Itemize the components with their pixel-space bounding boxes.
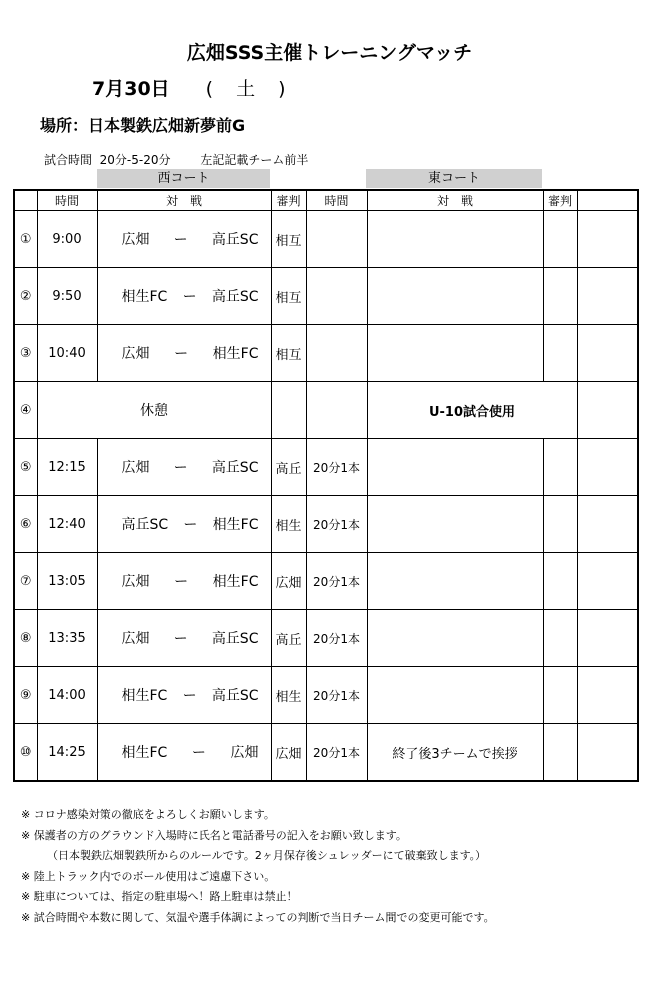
home-team: 広畑 <box>121 460 150 476</box>
row-time: 14:00 <box>37 667 97 724</box>
row-referee-east <box>543 325 577 382</box>
event-date <box>92 74 288 101</box>
row-blank <box>577 553 638 610</box>
row-time-east <box>306 211 367 268</box>
row-match-east <box>367 610 543 667</box>
home-team: 相生FC <box>121 289 168 305</box>
row-time-east: 20分1本 <box>306 610 367 667</box>
header-blank <box>577 190 638 211</box>
east-court-label: 東コート <box>366 169 542 188</box>
header-time: 時間 <box>37 190 97 211</box>
row-number: ① <box>14 211 37 268</box>
match-time-note: 左記記載チーム前半 <box>200 153 309 167</box>
note-item: ※ 保護者の方のグラウンド入場時に氏名と電話番号の記入をお願い致します。 <box>21 828 407 842</box>
row-time: 9:50 <box>37 268 97 325</box>
notes-section <box>21 805 495 928</box>
row-referee-east <box>543 268 577 325</box>
header-match: 対 戦 <box>97 190 271 211</box>
vs-dash: ー <box>173 232 188 248</box>
match-time-label: 試合時間 <box>44 153 93 167</box>
row-match-east <box>367 325 543 382</box>
row-time: 13:35 <box>37 610 97 667</box>
west-court-label: 西コート <box>97 169 270 188</box>
table-row <box>14 439 638 496</box>
row-match <box>97 268 271 325</box>
row-time: 13:05 <box>37 553 97 610</box>
row-referee: 相生 <box>271 496 306 553</box>
row-time-east: 20分1本 <box>306 724 367 782</box>
away-team: 高丘SC <box>211 688 259 704</box>
row-referee-east <box>543 724 577 782</box>
note-item: ※ 駐車については、指定の駐車場へ！路上駐車は禁止！ <box>21 890 298 903</box>
row-blank <box>577 496 638 553</box>
row-time: 12:15 <box>37 439 97 496</box>
table-row <box>14 268 638 325</box>
row-number: ⑩ <box>14 724 37 782</box>
row-number: ⑦ <box>14 553 37 610</box>
table-row <box>14 610 638 667</box>
home-team: 広畑 <box>121 346 150 362</box>
date-weekday: ( 土 ) <box>205 78 288 100</box>
row-time-east <box>306 325 367 382</box>
note-item: ※ 陸上トラック内でのボール使用はご遠慮下さい。 <box>21 869 276 883</box>
vs-dash: ー <box>191 745 206 761</box>
header-match-east: 対 戦 <box>367 190 543 211</box>
row-number: ⑨ <box>14 667 37 724</box>
break-label: 休憩 <box>37 382 271 439</box>
table-row <box>14 667 638 724</box>
row-referee-east <box>543 553 577 610</box>
row-time-east: 20分1本 <box>306 667 367 724</box>
row-referee <box>271 382 306 439</box>
header-referee-east: 審判 <box>543 190 577 211</box>
row-time-east: 20分1本 <box>306 553 367 610</box>
row-referee: 高丘 <box>271 610 306 667</box>
row-match <box>97 211 271 268</box>
table-row <box>14 211 638 268</box>
row-number: ③ <box>14 325 37 382</box>
table-row-break <box>14 382 638 439</box>
away-team: 高丘SC <box>211 289 259 305</box>
note-item: ※ 試合時間や本数に関して、気温や選手体調によっての判断で当日チーム間での変更可能です。 <box>21 910 495 924</box>
note-item: ※ コロナ感染対策の徹底をよろしくお願いします。 <box>21 808 275 821</box>
row-referee: 広畑 <box>271 553 306 610</box>
row-time: 12:40 <box>37 496 97 553</box>
header-num <box>14 190 37 211</box>
row-time: 9:00 <box>37 211 97 268</box>
vs-dash: ー <box>174 346 189 362</box>
row-time: 14:25 <box>37 724 97 782</box>
table-row <box>14 325 638 382</box>
table-row <box>14 553 638 610</box>
row-blank <box>577 268 638 325</box>
row-number: ④ <box>14 382 37 439</box>
row-match-east <box>367 211 543 268</box>
vs-dash: ー <box>183 517 198 533</box>
home-team: 広畑 <box>121 631 150 647</box>
away-team: 広畑 <box>230 745 259 761</box>
row-referee: 広畑 <box>271 724 306 782</box>
away-team: 高丘SC <box>211 232 259 248</box>
row-referee-east <box>543 211 577 268</box>
home-team: 広畑 <box>121 574 150 590</box>
schedule-table <box>13 189 639 782</box>
away-team: 相生FC <box>212 346 259 362</box>
venue: 場所：日本製鉄広畑新夢前G <box>40 116 246 135</box>
row-blank <box>577 211 638 268</box>
row-referee-east <box>543 667 577 724</box>
row-referee: 相互 <box>271 268 306 325</box>
note-item: （日本製鉄広畑製鉄所からのルールです。2ヶ月保存後シュレッダーにて破棄致します。） <box>47 849 487 862</box>
row-blank <box>577 439 638 496</box>
row-time-east <box>306 268 367 325</box>
row-blank <box>577 667 638 724</box>
row-number: ⑥ <box>14 496 37 553</box>
row-match <box>97 724 271 782</box>
row-match-east <box>367 553 543 610</box>
row-referee-east <box>543 439 577 496</box>
row-match-east <box>367 439 543 496</box>
match-time-value: 20分-5-20分 <box>99 153 171 167</box>
home-team: 相生FC <box>121 688 168 704</box>
row-match <box>97 553 271 610</box>
row-blank <box>577 382 638 439</box>
vs-dash: ー <box>182 688 197 704</box>
row-referee: 相生 <box>271 667 306 724</box>
east-court-u10-note: U-10試合使用 <box>367 382 577 439</box>
row-match-east <box>367 268 543 325</box>
row-referee: 相互 <box>271 325 306 382</box>
away-team: 相生FC <box>212 517 259 533</box>
row-number: ⑤ <box>14 439 37 496</box>
vs-dash: ー <box>174 574 189 590</box>
date-day: 7月30日 <box>92 78 170 100</box>
row-time: 10:40 <box>37 325 97 382</box>
match-time-info <box>44 151 308 168</box>
away-team: 高丘SC <box>211 631 259 647</box>
row-blank <box>577 325 638 382</box>
row-match <box>97 325 271 382</box>
home-team: 相生FC <box>121 745 168 761</box>
vs-dash: ー <box>173 631 188 647</box>
row-referee-east <box>543 610 577 667</box>
row-referee: 高丘 <box>271 439 306 496</box>
header-time-east: 時間 <box>306 190 367 211</box>
away-team: 相生FC <box>212 574 259 590</box>
row-referee-east <box>543 496 577 553</box>
row-match-east <box>367 667 543 724</box>
row-match-east <box>367 496 543 553</box>
table-header-row <box>14 190 638 211</box>
home-team: 広畑 <box>121 232 150 248</box>
row-time-east: 20分1本 <box>306 439 367 496</box>
row-match <box>97 667 271 724</box>
table-row <box>14 724 638 782</box>
row-time-east: 20分1本 <box>306 496 367 553</box>
row-match-east: 終了後3チームで挨拶 <box>367 724 543 782</box>
away-team: 高丘SC <box>211 460 259 476</box>
page-title: 広畑SSS主催トレーニングマッチ <box>186 42 473 64</box>
row-number: ⑧ <box>14 610 37 667</box>
header-referee: 審判 <box>271 190 306 211</box>
row-time-east <box>306 382 367 439</box>
home-team: 高丘SC <box>121 517 169 533</box>
row-blank <box>577 610 638 667</box>
row-match <box>97 439 271 496</box>
vs-dash: ー <box>173 460 188 476</box>
vs-dash: ー <box>182 289 197 305</box>
row-number: ② <box>14 268 37 325</box>
row-match <box>97 496 271 553</box>
table-row <box>14 496 638 553</box>
row-match <box>97 610 271 667</box>
row-blank <box>577 724 638 782</box>
row-referee: 相互 <box>271 211 306 268</box>
